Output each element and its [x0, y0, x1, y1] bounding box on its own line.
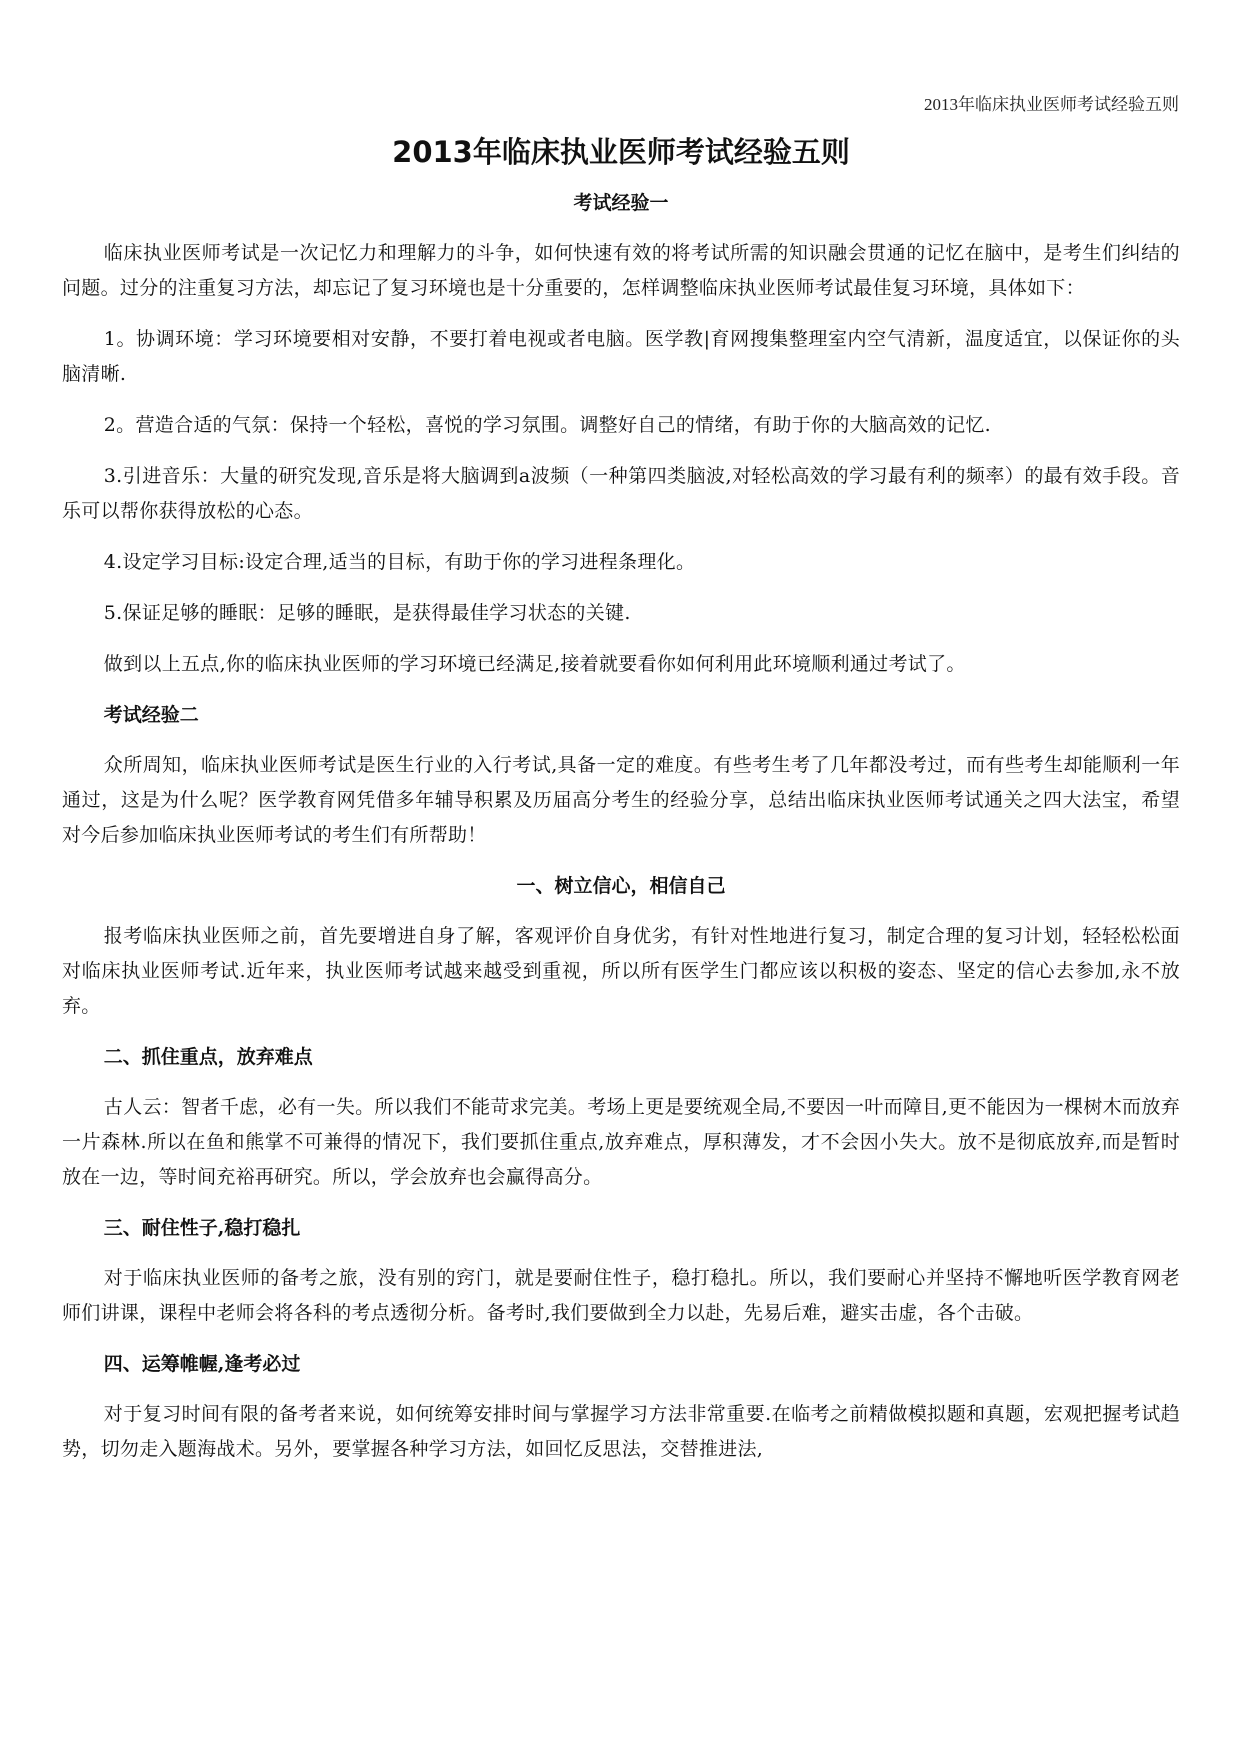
section2-intro: 众所周知，临床执业医师考试是医生行业的入行考试,具备一定的难度。有些考生考了几年都没考过，而有些考生却能顺利一年通过，这是为什么呢？医学教育网凭借多年辅导积累及历届高分考生的经验分享，总结出临床执业医师考试通关之四大法宝，希望对今后参加临床执业医师考试的考生们有所帮助！ [62, 754, 1180, 846]
subsection-heading-1: 一、树立信心，相信自己 [516, 875, 726, 897]
section1-item-3: 3.引进音乐：大量的研究发现,音乐是将大脑调到a波频（一种第四类脑波,对轻松高效的学习最有利的频率）的最有效手段。音乐可以帮你获得放松的心态。 [62, 465, 1180, 522]
running-header: 2013年临床执业医师考试经验五则 [924, 95, 1179, 114]
subsection-heading-2: 二、抓住重点，放弃难点 [103, 1046, 313, 1068]
document-title: 2013年临床执业医师考试经验五则 [392, 135, 850, 169]
subsection-heading-3: 三、耐住性子,稳打稳扎 [103, 1217, 301, 1239]
document-body [62, 132, 1180, 1483]
section1-item-4: 4.设定学习目标:设定合理,适当的目标，有助于你的学习进程条理化。 [103, 551, 696, 573]
section1-intro: 临床执业医师考试是一次记忆力和理解力的斗争，如何快速有效的将考试所需的知识融会贯通的记忆在脑中，是考生们纠结的问题。过分的注重复习方法，却忘记了复习环境也是十分重要的，怎样调整临床执业医师考试最佳复习环境，具体如下： [62, 242, 1180, 299]
subsection-heading-4: 四、运筹帷幄,逢考必过 [103, 1353, 301, 1375]
section1-item-2: 2。营造合适的气氛：保持一个轻松，喜悦的学习氛围。调整好自己的情绪，有助于你的大脑高效的记忆. [103, 414, 992, 436]
subsection-text-1: 报考临床执业医师之前，首先要增进自身了解，客观评价自身优劣，有针对性地进行复习，制定合理的复习计划，轻轻松松面对临床执业医师考试.近年来，执业医师考试越来越受到重视，所以所有医学生门都应该以积极的姿态、坚定的信心去参加,永不放弃。 [62, 925, 1180, 1017]
subsection-text-3: 对于临床执业医师的备考之旅，没有别的窍门，就是要耐住性子，稳打稳扎。所以，我们要耐心并坚持不懈地听医学教育网老师们讲课，课程中老师会将各科的考点透彻分析。备考时,我们要做到全力以赴，先易后难，避实击虚，各个击破。 [62, 1267, 1180, 1324]
section1-item-1: 1。协调环境：学习环境要相对安静，不要打着电视或者电脑。医学教|育网搜集整理室内空气清新，温度适宜，以保证你的头脑清晰. [62, 328, 1180, 385]
subsection-text-2: 古人云：智者千虑，必有一失。所以我们不能苛求完美。考场上更是要统观全局,不要因一叶而障目,更不能因为一棵树木而放弃一片森林.所以在鱼和熊掌不可兼得的情况下，我们要抓住重点,放弃难点，厚积薄发，才不会因小失大。放不是彻底放弃,而是暂时放在一边，等时间充裕再研究。所以，学会放弃也会赢得高分。 [62, 1096, 1180, 1188]
subsection-text-4: 对于复习时间有限的备考者来说，如何统筹安排时间与掌握学习方法非常重要.在临考之前精做模拟题和真题，宏观把握考试趋势，切勿走入题海战术。另外，要掌握各种学习方法，如回忆反思法，交替推进法, [62, 1403, 1180, 1460]
section-heading-1: 考试经验一 [573, 192, 669, 214]
section1-item-5: 5.保证足够的睡眠：足够的睡眠，是获得最佳学习状态的关键. [103, 602, 631, 624]
section1-conclusion: 做到以上五点,你的临床执业医师的学习环境已经满足,接着就要看你如何利用此环境顺利通过考试了。 [103, 653, 966, 675]
section-heading-2: 考试经验二 [103, 704, 199, 726]
